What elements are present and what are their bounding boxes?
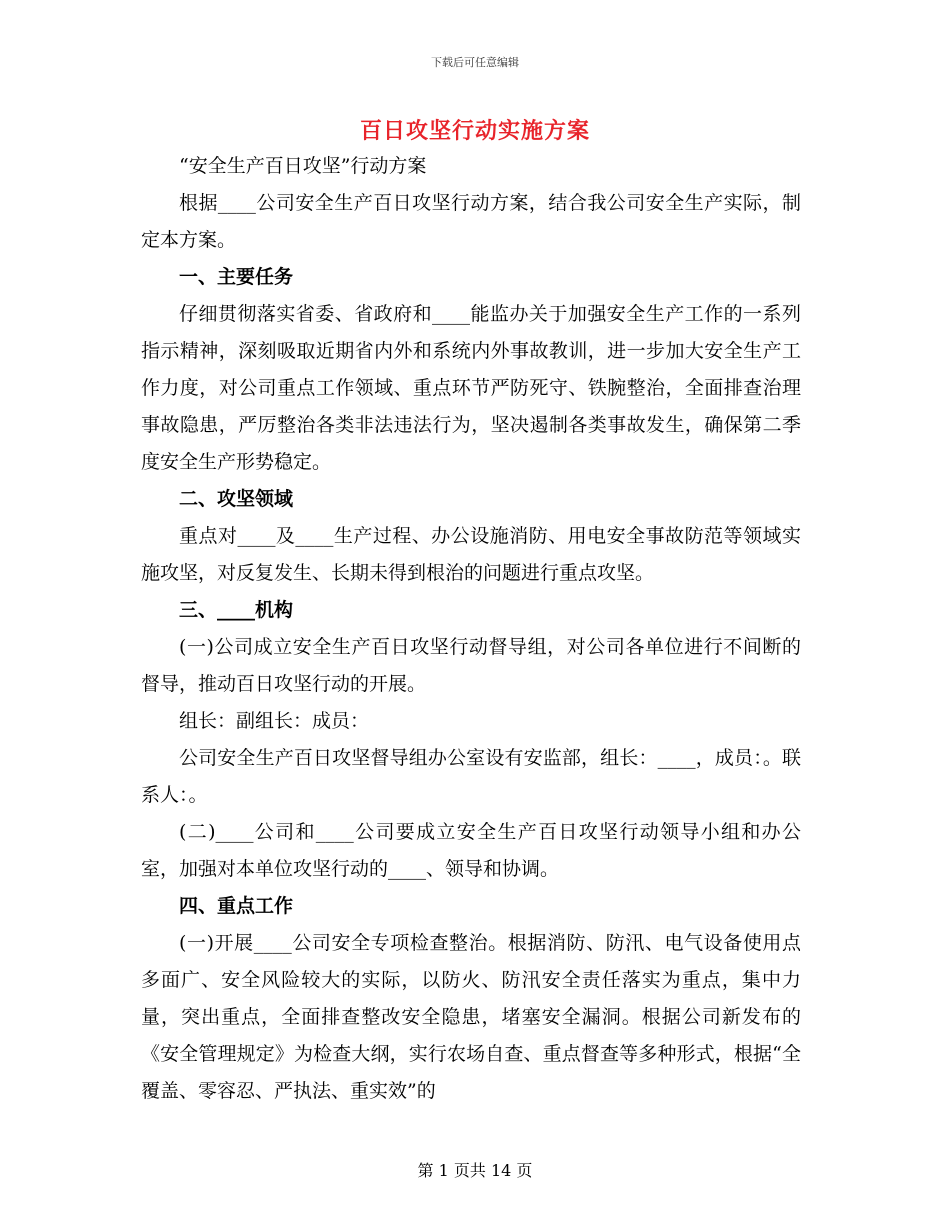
section-heading-organization: 三、____机构 — [179, 599, 294, 621]
paragraph-intro: 根据____公司安全生产百日攻坚行动方案，结合我公司安全生产实际，制定本方案。 — [141, 192, 801, 251]
paragraph-office: 公司安全生产百日攻坚督导组办公室设有安监部，组长：____，成员：。联系人：。 — [141, 747, 801, 806]
paragraph-fields: 重点对____及____生产过程、办公设施消防、用电安全事故防范等领域实施攻坚，对反复发生、长期未得到根治的问题进行重点攻坚。 — [141, 525, 801, 584]
header-note: 下载后可任意编辑 — [431, 56, 519, 69]
document-body — [141, 148, 801, 1110]
section-heading-key-work: 四、重点工作 — [179, 895, 294, 917]
paragraph-key-work-1: (一)开展____公司安全专项检查整治。根据消防、防汛、电气设备使用点多面广、安全风险较大的实际，以防火、防汛安全责任落实为重点，集中力量，突出重点，全面排查整改安全隐患，堵塞安全漏洞。根据公司新发布的《安全管理规定》为检查大纲，实行农场自查、重点督查等多种形式，根据“全覆盖、零容忍、严执法、重实效”的 — [141, 932, 801, 1102]
section-heading-main-tasks: 一、主要任务 — [179, 266, 294, 288]
section-heading-fields: 二、攻坚领域 — [179, 488, 294, 510]
paragraph-members: 组长：副组长：成员： — [179, 710, 370, 732]
subtitle-line: “安全生产百日攻坚”行动方案 — [179, 155, 427, 177]
paragraph-organization-2: (二)____公司和____公司要成立安全生产百日攻坚行动领导小组和办公室，加强对本单位攻坚行动的____、领导和协调。 — [141, 821, 801, 880]
document-title: 百日攻坚行动实施方案 — [359, 118, 590, 144]
paragraph-main-tasks: 仔细贯彻落实省委、省政府和____能监办关于加强安全生产工作的一系列指示精神，深刻吸取近期省内外和系统内外事故教训，进一步加大安全生产工作力度，对公司重点工作领域、重点环节严防死守、铁腕整治，全面排查治理事故隐患，严厉整治各类非法违法行为，坚决遏制各类事故发生，确保第二季度安全生产形势稳定。 — [141, 303, 801, 473]
paragraph-organization-1: (一)公司成立安全生产百日攻坚行动督导组，对公司各单位进行不间断的督导，推动百日攻坚行动的开展。 — [141, 636, 801, 695]
page-footer: 第 1 页共 14 页 — [417, 1161, 533, 1180]
